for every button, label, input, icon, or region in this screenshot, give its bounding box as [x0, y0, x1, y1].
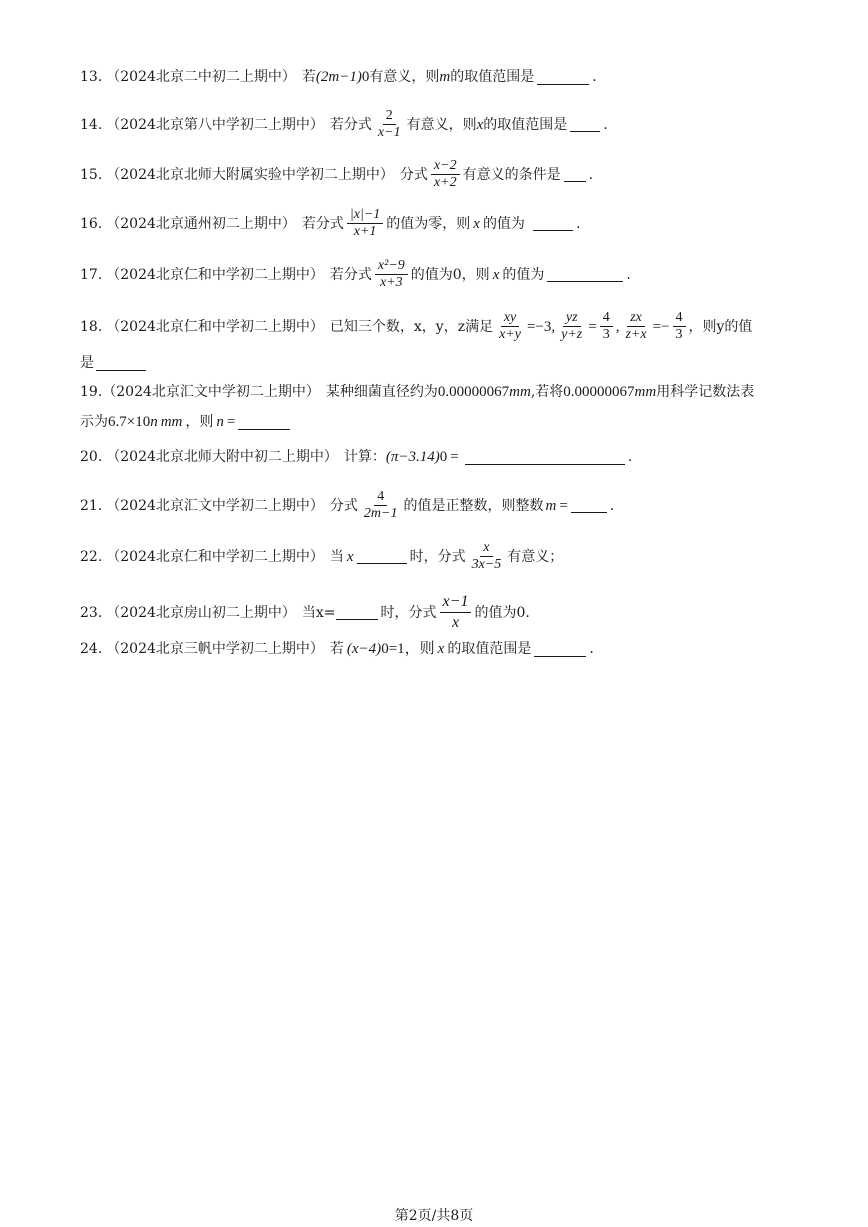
fraction	[558, 310, 585, 343]
answer-blank[interactable]	[465, 450, 625, 465]
fraction	[440, 592, 472, 633]
question-number: 22.	[80, 548, 103, 565]
numerator: xy	[501, 310, 519, 327]
punctuation: .	[627, 449, 633, 465]
denominator: 3	[675, 327, 683, 342]
question-text: 的值是正整数，则整数	[403, 497, 544, 514]
numerator: x	[480, 540, 492, 557]
math-variable: x	[492, 266, 500, 283]
question-text: 当x=	[301, 604, 336, 621]
math-operator: =	[559, 497, 568, 514]
math-variable: x	[476, 116, 484, 133]
numerator: 2	[383, 108, 396, 125]
question-source: （2024北京汇文中学初二上期中）	[106, 497, 324, 514]
answer-blank[interactable]	[336, 605, 378, 620]
question-number: 16.	[80, 215, 103, 232]
question-text: 的值为0，则	[410, 266, 490, 283]
question-19-continued: 示为 6.7×10 n mm ，则 n =	[80, 411, 798, 433]
math-expression: (π−3.14)	[385, 449, 440, 465]
fraction	[622, 310, 649, 343]
fraction	[673, 310, 686, 343]
punctuation: .	[603, 116, 608, 133]
question-text: 有意义，则	[406, 116, 477, 133]
punctuation: .	[626, 266, 631, 283]
question-number: 20.	[80, 449, 103, 465]
question-source: （2024北京仁和中学初二上期中）	[106, 266, 324, 283]
fraction	[600, 310, 613, 343]
math-operator: =	[226, 414, 236, 430]
numerator: 4	[600, 310, 613, 327]
question-number: 23.	[80, 604, 103, 621]
numerator: 4	[673, 310, 686, 327]
punctuation: .	[609, 497, 615, 514]
math-operator: =−	[652, 318, 670, 335]
denominator: x+3	[380, 275, 403, 290]
question-text: 时，分式	[409, 548, 466, 565]
denominator: x+2	[433, 175, 457, 190]
denominator: 3x−5	[471, 557, 502, 572]
punctuation: .	[592, 69, 597, 85]
question-number: 13.	[80, 69, 103, 85]
question-source: （2024北京第八中学初二上期中）	[106, 116, 324, 133]
fraction	[375, 258, 408, 291]
question-source: （2024北京仁和中学初二上期中）	[106, 318, 324, 335]
question-23	[80, 592, 798, 633]
question-text: 若分式	[301, 215, 344, 232]
answer-blank[interactable]	[564, 167, 586, 182]
question-source: （2024北京汇文中学初二上期中）	[102, 384, 320, 400]
question-20: 20. （2024北京北师大附中初二上期中） 计算： (π−3.14) 0 = .	[80, 446, 798, 468]
answer-blank[interactable]	[357, 549, 407, 564]
question-text: 的取值范围是	[447, 641, 532, 657]
question-text: 若	[301, 69, 316, 85]
denominator: 2m−1	[363, 506, 398, 521]
question-15	[80, 158, 798, 191]
question-text: ，则	[185, 414, 214, 430]
question-text: 若	[329, 641, 344, 657]
question-text: 分式	[329, 497, 358, 514]
question-text: 当	[329, 548, 344, 565]
question-text: 分式	[399, 166, 428, 183]
question-16	[80, 207, 798, 240]
math-variable: x	[473, 215, 480, 232]
question-number: 18.	[80, 318, 103, 335]
math-operator: =−3,	[526, 318, 556, 335]
answer-blank[interactable]	[534, 642, 586, 657]
denominator: 3	[602, 327, 610, 342]
question-text: 用科学记数法表	[656, 384, 755, 400]
question-text: 的值为	[482, 215, 525, 232]
answer-blank[interactable]	[537, 70, 589, 85]
fraction	[431, 158, 460, 191]
numerator: zx	[627, 310, 645, 327]
answer-blank[interactable]	[571, 498, 607, 513]
math-variable: x	[346, 548, 354, 565]
question-text: 有意义；	[507, 548, 564, 565]
question-text: 有意义，则	[369, 69, 440, 85]
question-18-continued	[80, 352, 798, 374]
question-18	[80, 310, 798, 343]
question-source: （2024北京通州初二上期中）	[106, 215, 296, 232]
question-21	[80, 489, 798, 522]
answer-blank[interactable]	[238, 415, 290, 430]
denominator: y+z	[561, 327, 583, 342]
question-source: （2024北京仁和中学初二上期中）	[106, 548, 324, 565]
question-source: （2024北京北师大附属实验中学初二上期中）	[106, 166, 394, 183]
question-number: 21.	[80, 497, 103, 514]
question-text: 时，分式	[380, 604, 437, 621]
punctuation: .	[588, 166, 594, 183]
question-source: （2024北京三帆中学初二上期中）	[106, 641, 324, 657]
question-text: 的值为零，则	[386, 215, 471, 232]
question-text: 若分式	[329, 116, 372, 133]
punctuation: .	[589, 641, 594, 657]
math-unit: mm	[634, 384, 657, 400]
question-number: 14.	[80, 116, 103, 133]
numerator: x−2	[431, 158, 460, 175]
math-expression: (x−4)	[346, 641, 382, 657]
answer-blank[interactable]	[547, 267, 623, 282]
question-24: 24. （2024北京三帆中学初二上期中） 若 (x−4) 0 =1，则 x 的取值范围是 .	[80, 638, 798, 660]
fraction	[469, 540, 505, 573]
question-22	[80, 540, 798, 573]
question-19	[80, 381, 798, 403]
question-text: 若分式	[329, 266, 372, 283]
question-text: 计算：	[343, 449, 386, 465]
fraction	[375, 108, 404, 141]
question-source: （2024北京二中初二上期中）	[106, 69, 296, 85]
math-variable: n	[216, 414, 224, 430]
numerator: x²−9	[375, 258, 408, 275]
math-variable: m	[439, 69, 451, 85]
fraction	[361, 489, 401, 522]
question-text: ，则y的值	[688, 318, 753, 335]
question-number: 15.	[80, 166, 103, 183]
answer-blank[interactable]	[96, 356, 146, 371]
punctuation: ,	[615, 318, 620, 335]
math-variable: m	[545, 497, 557, 514]
math-number: 6.7×10	[108, 414, 151, 430]
punctuation: .	[575, 215, 581, 232]
numerator: 4	[374, 489, 387, 506]
question-text: 的取值范围是	[450, 69, 535, 85]
math-unit: mm	[509, 384, 531, 400]
question-text: 的取值范围是	[483, 116, 568, 133]
math-unit: mm	[160, 414, 183, 430]
question-13: 13. （2024北京二中初二上期中） 若 (2m−1) 0 有意义，则 m 的取值范围是 .	[80, 66, 798, 88]
question-text: 的值为0.	[474, 604, 530, 621]
question-number: 19.	[80, 384, 103, 400]
numerator: x−1	[440, 592, 472, 613]
fraction	[496, 310, 524, 343]
question-number: 17.	[80, 266, 103, 283]
question-17	[80, 258, 798, 291]
question-source: （2024北京北师大附中初二上期中）	[106, 449, 338, 465]
denominator: x+y	[499, 327, 521, 342]
answer-blank[interactable]	[570, 117, 600, 132]
question-number: 24.	[80, 641, 103, 657]
math-expression: (2m−1)	[315, 69, 362, 85]
numerator: yz	[563, 310, 581, 327]
question-text: 的值为	[502, 266, 545, 283]
question-text: =1，则	[388, 641, 435, 657]
question-text: 有意义的条件是	[462, 166, 561, 183]
math-variable: x	[437, 641, 445, 657]
question-text: 某种细菌直径约为	[325, 384, 438, 400]
question-text: 已知三个数，x，y，z满足	[329, 318, 494, 335]
fraction	[347, 207, 383, 240]
question-text: 是	[80, 355, 94, 371]
answer-blank[interactable]	[533, 216, 573, 231]
denominator: z+x	[625, 327, 647, 342]
numerator: |x|−1	[347, 207, 383, 224]
denominator: x+1	[353, 224, 377, 239]
question-text: ,若将	[530, 384, 564, 400]
denominator: x	[451, 614, 460, 631]
page-footer: 第2页/共8页	[394, 1208, 474, 1224]
math-operator: =	[588, 318, 597, 335]
denominator: x−1	[377, 125, 401, 140]
math-number: 0.00000067	[437, 384, 510, 400]
math-number: 0.00000067	[563, 384, 635, 400]
question-14	[80, 108, 798, 141]
question-text: 示为	[80, 414, 108, 430]
math-operator: =	[450, 449, 459, 465]
question-source: （2024北京房山初二上期中）	[106, 604, 296, 621]
